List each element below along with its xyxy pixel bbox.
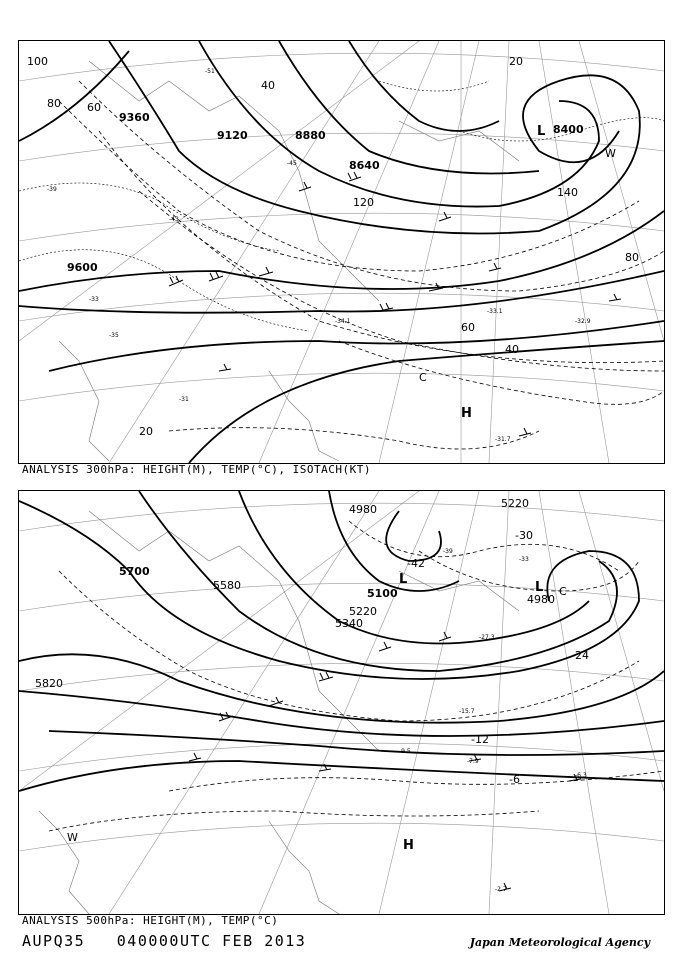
temp-label: -2.7	[495, 886, 507, 893]
temp-label: -15.7	[459, 708, 475, 715]
temp-label: -30	[515, 529, 533, 542]
height-label: 8640	[349, 159, 380, 172]
height-label: 5580	[213, 579, 241, 592]
low-pressure-symbol: L	[535, 580, 544, 595]
coastline	[39, 511, 519, 914]
temp-label: -39	[443, 548, 453, 555]
temp-label: -31	[179, 396, 189, 403]
map-500hpa-svg	[19, 491, 664, 914]
height-contours	[19, 491, 664, 791]
temp-label: -9.5	[399, 748, 411, 755]
height-label: 8400	[553, 123, 584, 136]
isotach-label: 100	[27, 55, 48, 68]
temp-label: -43	[169, 216, 179, 223]
temp-label: -33	[519, 556, 529, 563]
analysis-500hpa-map	[18, 490, 665, 915]
isotach-label: 40	[505, 343, 519, 356]
isotach-label: 80	[625, 251, 639, 264]
temp-label: -32.9	[575, 318, 591, 325]
isotach-label: 140	[557, 186, 578, 199]
agency-name: Japan Meteorological Agency	[469, 936, 650, 949]
height-label: 5340	[335, 617, 363, 630]
isotach-contours	[59, 81, 664, 449]
chart-identifier	[22, 932, 306, 950]
temp-label: -6.3	[575, 772, 587, 779]
height-label: 5220	[349, 605, 377, 618]
chart-code: AUPQ35	[22, 932, 86, 950]
isotach-label: 80	[47, 97, 61, 110]
valid-time: 040000UTC FEB 2013	[116, 932, 307, 950]
isotach-label: 120	[353, 196, 374, 209]
height-label: 9600	[67, 261, 98, 274]
analysis-300hpa-map	[18, 40, 665, 464]
cold-center-symbol: C	[419, 371, 427, 384]
temp-label: -42	[407, 557, 425, 570]
isotach-label: 40	[261, 79, 275, 92]
temp-label: -24	[571, 649, 589, 662]
temp-label: -35	[109, 332, 119, 339]
height-label: 9120	[217, 129, 248, 142]
height-label: 5700	[119, 565, 150, 578]
height-label: 9360	[119, 111, 150, 124]
temp-label: -31.7	[495, 436, 511, 443]
caption-500hpa: ANALYSIS 500hPa: HEIGHT(M), TEMP(°C)	[22, 914, 279, 927]
temp-label: -7.9	[467, 758, 479, 765]
map-300hpa-svg	[19, 41, 664, 463]
height-label: 8880	[295, 129, 326, 142]
lat-lon-grid	[19, 41, 664, 463]
cold-center-symbol: C	[559, 585, 567, 598]
caption-300hpa: ANALYSIS 300hPa: HEIGHT(M), TEMP(°C), ISOTACH(KT)	[22, 463, 372, 476]
temp-label: -33.1	[487, 308, 503, 315]
temp-label: -51	[205, 68, 215, 75]
isotach-label: 60	[461, 321, 475, 334]
temp-label: -34.1	[335, 318, 351, 325]
lat-lon-grid	[19, 491, 664, 914]
low-pressure-symbol: L	[399, 572, 408, 587]
height-label: 5820	[35, 677, 63, 690]
high-pressure-symbol: H	[461, 406, 472, 421]
high-pressure-symbol: H	[403, 838, 414, 853]
temp-label: -27.3	[479, 634, 495, 641]
temp-label: -39	[47, 186, 57, 193]
warm-center-symbol: W	[605, 147, 616, 160]
temp-label: -33	[89, 296, 99, 303]
temp-label: -12	[471, 733, 489, 746]
height-contours	[19, 41, 664, 463]
height-label: 5220	[501, 497, 529, 510]
height-label: 5100	[367, 587, 398, 600]
isotach-label: 20	[139, 425, 153, 438]
low-pressure-symbol: L	[537, 124, 546, 139]
temp-label: -45	[287, 160, 297, 167]
height-label: 4980	[349, 503, 377, 516]
temp-label: -6	[509, 773, 520, 786]
height-label: 4980	[527, 593, 555, 606]
isotach-label: 60	[87, 101, 101, 114]
isotach-label: 20	[509, 55, 523, 68]
warm-center-symbol: W	[67, 831, 78, 844]
